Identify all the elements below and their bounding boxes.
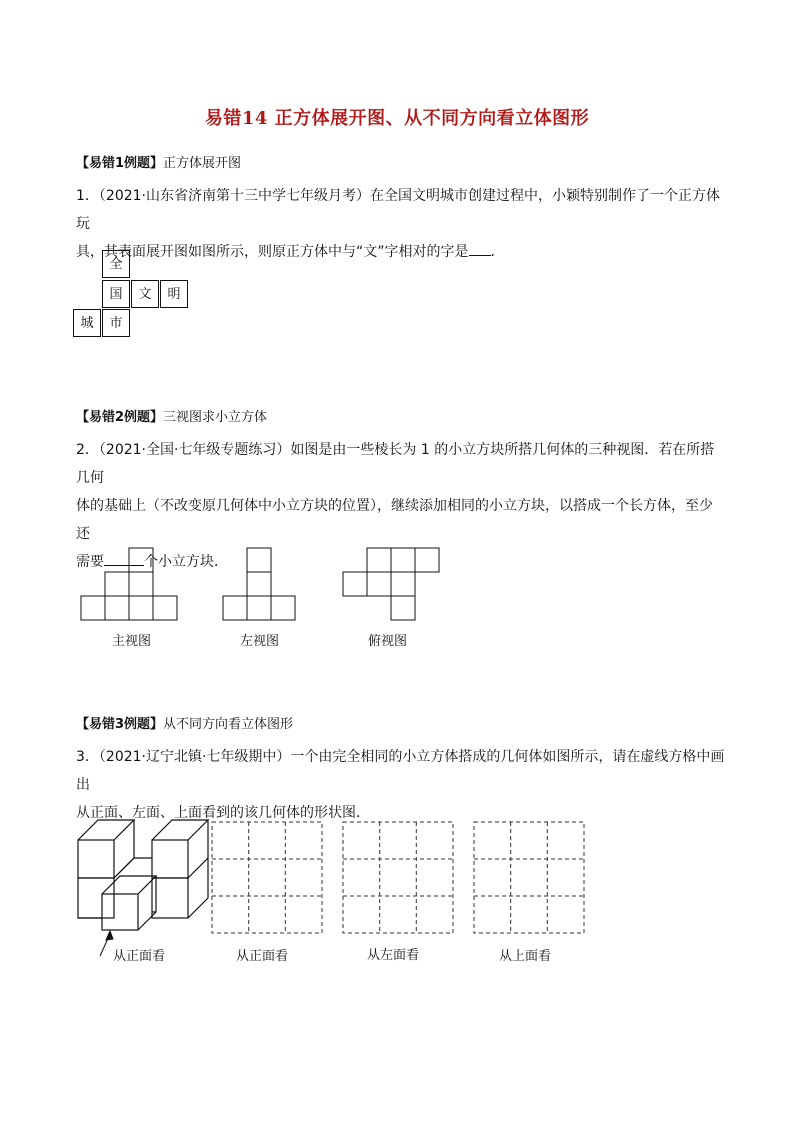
left-view-label: 左视图 (240, 634, 280, 649)
net-cell-cheng: 城 (73, 309, 101, 337)
section-3-heading (76, 713, 293, 732)
front-view-label: 主视图 (112, 634, 152, 649)
cube-solid (78, 820, 208, 930)
question-1-end: ． (490, 244, 505, 260)
question-1-line-1: 1．（2021·山东省济南第十三中学七年级月考）在全国文明城市创建过程中，小颖特别制作了一个正方体玩 (76, 188, 720, 232)
section-2-tag: 【易错2例题】 (76, 410, 164, 425)
solid-view-label: 从正面看 (113, 949, 166, 964)
section-1-tag: 【易错1例题】 (76, 156, 164, 171)
section-3-tag: 【易错3例题】 (76, 717, 164, 732)
section-3-name: 从不同方向看立体图形 (163, 717, 294, 732)
dashed-grid-front (212, 822, 322, 933)
section-2-heading (76, 406, 267, 425)
dashed-grid-top (474, 822, 584, 933)
question-1 (76, 182, 726, 266)
grid-label-left: 从左面看 (367, 948, 420, 963)
net-cell-guo: 国 (102, 280, 130, 308)
net-cell-shi: 市 (102, 309, 130, 337)
question-2-end: 个小立方块． (144, 554, 228, 570)
answer-blank (469, 239, 491, 256)
dashed-grid-left (343, 822, 453, 933)
grid-label-top: 从上面看 (499, 949, 552, 964)
question-2-line-1: 2．（2021·全国·七年级专题练习）如图是由一些棱长为 1 的小立方块所搭几何体的三种视图．若在所搭几何 (76, 442, 715, 486)
front-view (81, 548, 177, 620)
left-view (223, 548, 295, 620)
net-cell-quan: 全 (102, 250, 130, 278)
section-1-heading (76, 152, 241, 171)
question-3-line-2: 从正面、左面、上面看到的该几何体的形状图． (76, 805, 370, 821)
question-3-figure (0, 810, 794, 960)
view-arrow (100, 931, 113, 956)
net-cell-ming: 明 (160, 280, 188, 308)
section-2-name: 三视图求小立方体 (163, 410, 268, 425)
net-cell-wen: 文 (131, 280, 159, 308)
grid-label-front: 从正面看 (236, 949, 289, 964)
question-1-text: 具，其表面展开图如图所示，则原正方体中与“文”字相对的字是 (76, 244, 469, 260)
question-2-text: 需要 (76, 554, 104, 570)
question-3-line-1: 3．（2021·辽宁北镇·七年级期中）一个由完全相同的小立方体搭成的几何体如图所示，请在虚线方格中画出 (76, 749, 725, 793)
question-1-line-2 (76, 238, 726, 266)
page-title: 易错14 正方体展开图、从不同方向看立体图形 (204, 108, 590, 129)
question-2-line-2: 体的基础上（不改变原几何体中小立方块的位置），继续添加相同的小立方块，以搭成一个长方体，至少还 (76, 498, 713, 542)
top-view-label: 俯视图 (368, 634, 408, 649)
top-view (343, 548, 439, 620)
section-1-name: 正方体展开图 (163, 156, 242, 171)
